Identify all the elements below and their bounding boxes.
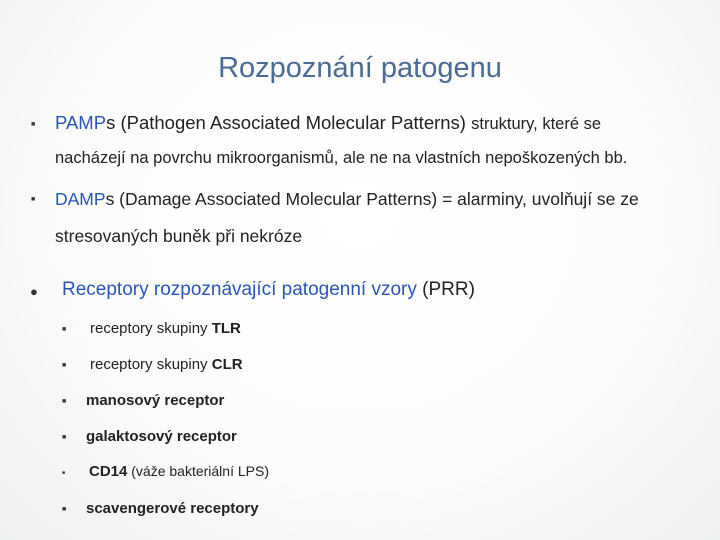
sub-bullet-dot: ■: [62, 506, 67, 513]
slide-title: Rozpoznání patogenu: [218, 52, 502, 84]
sub-bullet-dot: ■: [62, 398, 67, 405]
damp-abbr: DAMP: [55, 189, 106, 209]
sub-bullet-dot: ■: [62, 362, 67, 369]
sub-bullet-dot: ■: [62, 470, 66, 476]
pamp-abbr: PAMP: [55, 112, 107, 133]
subitem-scavengerove: scavengerové receptory: [86, 500, 259, 517]
sub-bullet-dot: ■: [62, 326, 67, 333]
subitem-text: receptory skupiny: [90, 320, 212, 337]
bullet-pamps-line2: nacházejí na povrchu mikroorganismů, ale ne na vlastních nepoškozených bb.: [55, 149, 628, 167]
bullet-dot: ■: [31, 121, 36, 128]
pamp-description: s (Pathogen Associated Molecular Patterns): [106, 112, 466, 133]
subitem-bold: TLR: [211, 320, 241, 337]
prr-label: Receptory rozpoznávající patogenní vzory: [62, 279, 417, 300]
subitem-clr: [90, 356, 243, 373]
bullet-pamps-line1: [55, 112, 601, 134]
subitem-text: receptory skupiny: [90, 356, 212, 373]
pamp-description-small: struktury, které se: [471, 115, 602, 133]
bullet-damps-line2: stresovaných buněk při nekróze: [55, 226, 303, 246]
subitem-manosovy: manosový receptor: [86, 392, 225, 409]
subitem-bold: CD14: [89, 463, 128, 480]
subitem-bold: CLR: [211, 356, 243, 373]
bullet-prr-line: [62, 279, 475, 301]
subitem-tlr: [90, 320, 241, 337]
bullet-dot: ■: [31, 196, 36, 203]
subitem-note: (váže bakteriální LPS): [127, 463, 269, 479]
bullet-damps-line1: [55, 189, 639, 210]
sub-bullet-dot: ■: [62, 434, 67, 441]
bullet-dot: ●: [30, 284, 38, 299]
subitem-cd14: [89, 463, 269, 480]
damp-description: s (Damage Associated Molecular Patterns) = alarminy, uvolňují se ze: [105, 189, 639, 209]
subitem-galaktosovy: galaktosový receptor: [86, 428, 237, 445]
prr-abbr: (PRR): [416, 279, 475, 300]
